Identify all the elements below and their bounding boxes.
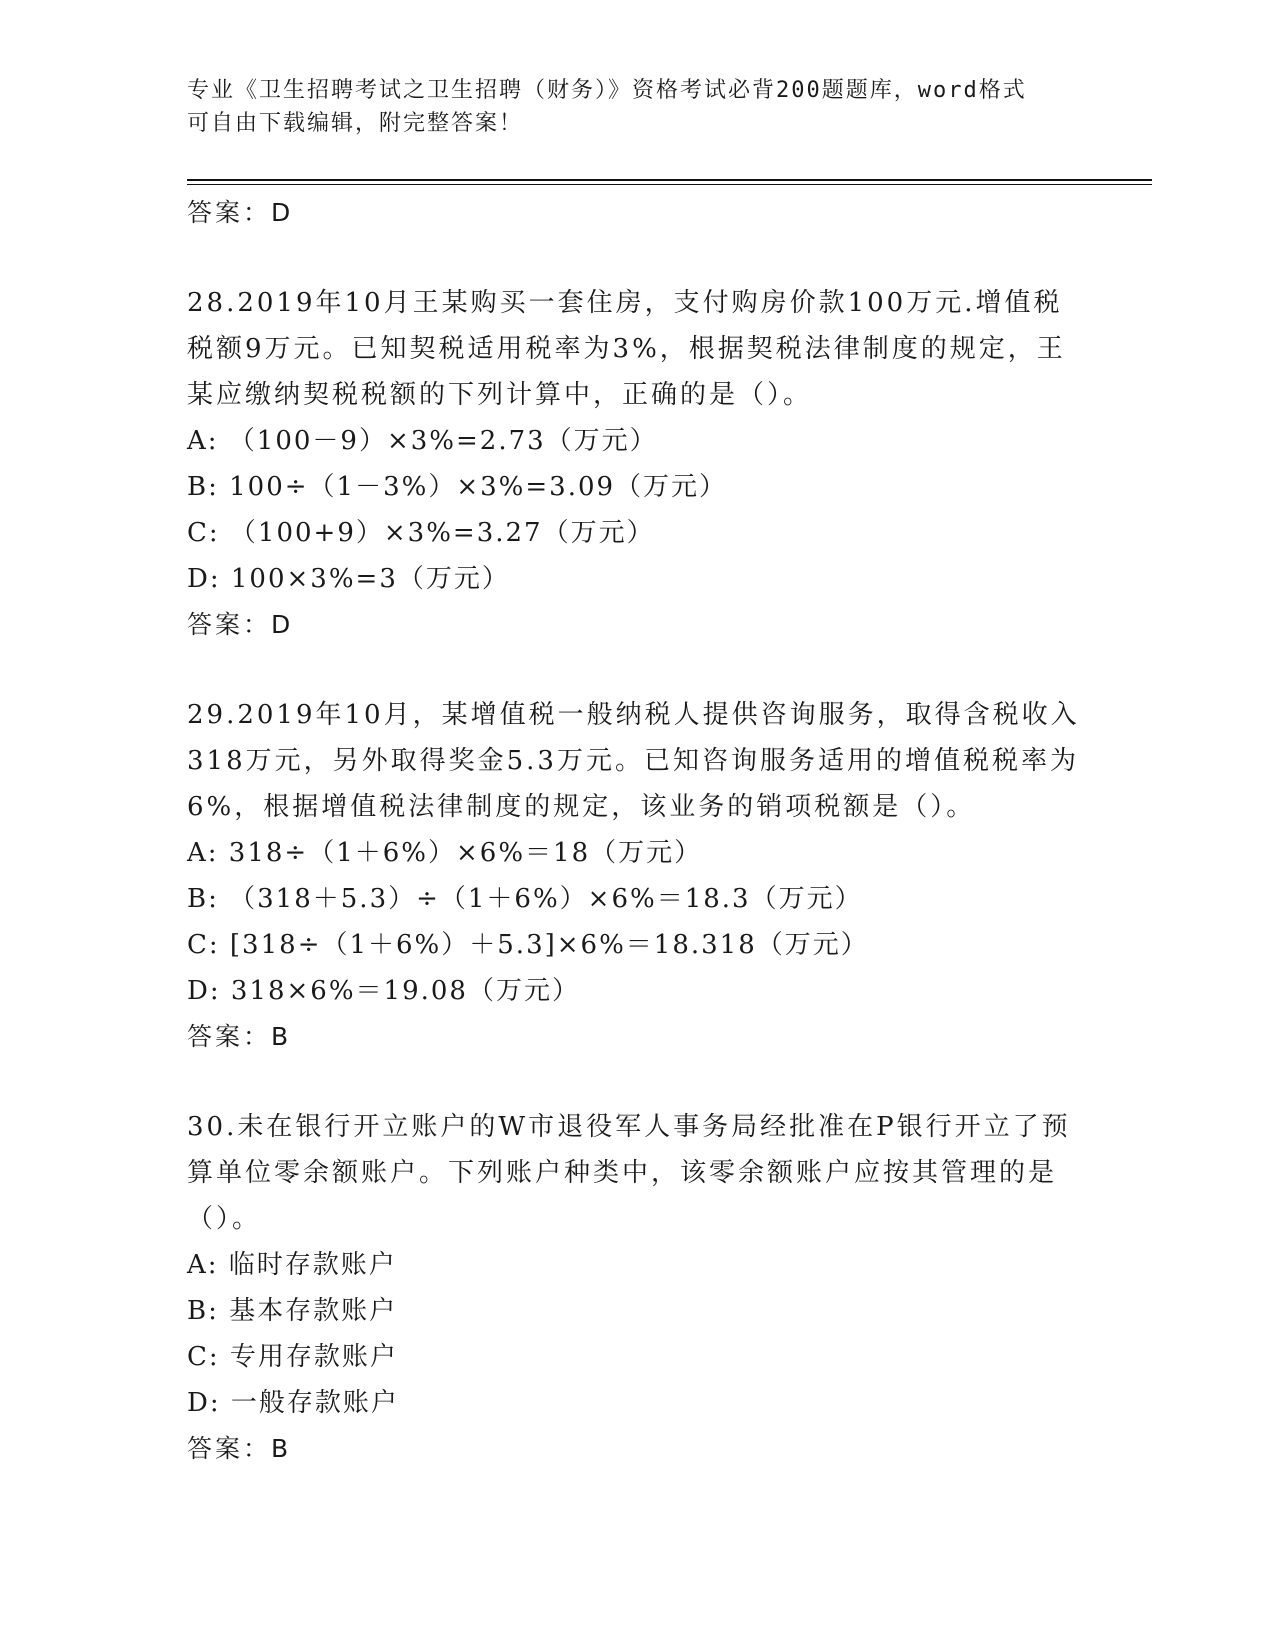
answer: 答案：B — [187, 1434, 292, 1463]
option-d: D: 100×3%=3（万元） — [187, 564, 510, 594]
document-header — [187, 74, 1087, 140]
option-b: B: 基本存款账户 — [187, 1296, 398, 1326]
header-line-1: 专业《卫生招聘考试之卫生招聘（财务）》资格考试必背200题题库，word格式 — [187, 78, 1027, 103]
option-a: A: 临时存款账户 — [187, 1250, 397, 1280]
option-c: C: [318÷（1＋6%）＋5.3]×6%＝18.318（万元） — [187, 930, 869, 960]
question-stem: 28.2019年10月王某购买一套住房，支付购房价款100万元.增值税税额9万元。已知契税适用税率为3%，根据契税法律制度的规定，王某应缴纳契税税额的下列计算中，正确的是（）。 — [187, 288, 1066, 410]
option-c: C: （100+9）×3%=3.27（万元） — [187, 518, 655, 548]
option-d: D: 一般存款账户 — [187, 1388, 399, 1418]
header-divider-thick — [187, 179, 1152, 181]
question-30 — [187, 1104, 1087, 1472]
question-28 — [187, 280, 1087, 648]
option-a: A: （100－9）×3%=2.73（万元） — [187, 426, 658, 456]
option-d: D: 318×6%＝19.08（万元） — [187, 976, 580, 1006]
header-divider-thin — [187, 184, 1152, 185]
question-stem: 30.未在银行开立账户的W市退役军人事务局经批准在P银行开立了预算单位零余额账户。下列账户种类中，该零余额账户应按其管理的是（）。 — [187, 1112, 1071, 1234]
option-c: C: 专用存款账户 — [187, 1342, 398, 1372]
question-list — [187, 190, 1087, 1472]
question-29 — [187, 692, 1087, 1060]
answer: 答案：B — [187, 1022, 292, 1051]
previous-answer: 答案：D — [187, 198, 294, 227]
answer: 答案：D — [187, 610, 294, 639]
option-b: B: 100÷（1－3%）×3%=3.09（万元） — [187, 472, 728, 502]
option-a: A: 318÷（1＋6%）×6%＝18（万元） — [187, 838, 703, 868]
question-stem: 29.2019年10月，某增值税一般纳税人提供咨询服务，取得含税收入318万元，另外取得奖金5.3万元。已知咨询服务适用的增值税税率为6%，根据增值税法律制度的规定，该业务的销项税额是（）。 — [187, 700, 1080, 822]
header-line-2: 可自由下载编辑，附完整答案！ — [187, 111, 524, 136]
option-b: B: （318＋5.3）÷（1＋6%）×6%＝18.3（万元） — [187, 884, 863, 914]
